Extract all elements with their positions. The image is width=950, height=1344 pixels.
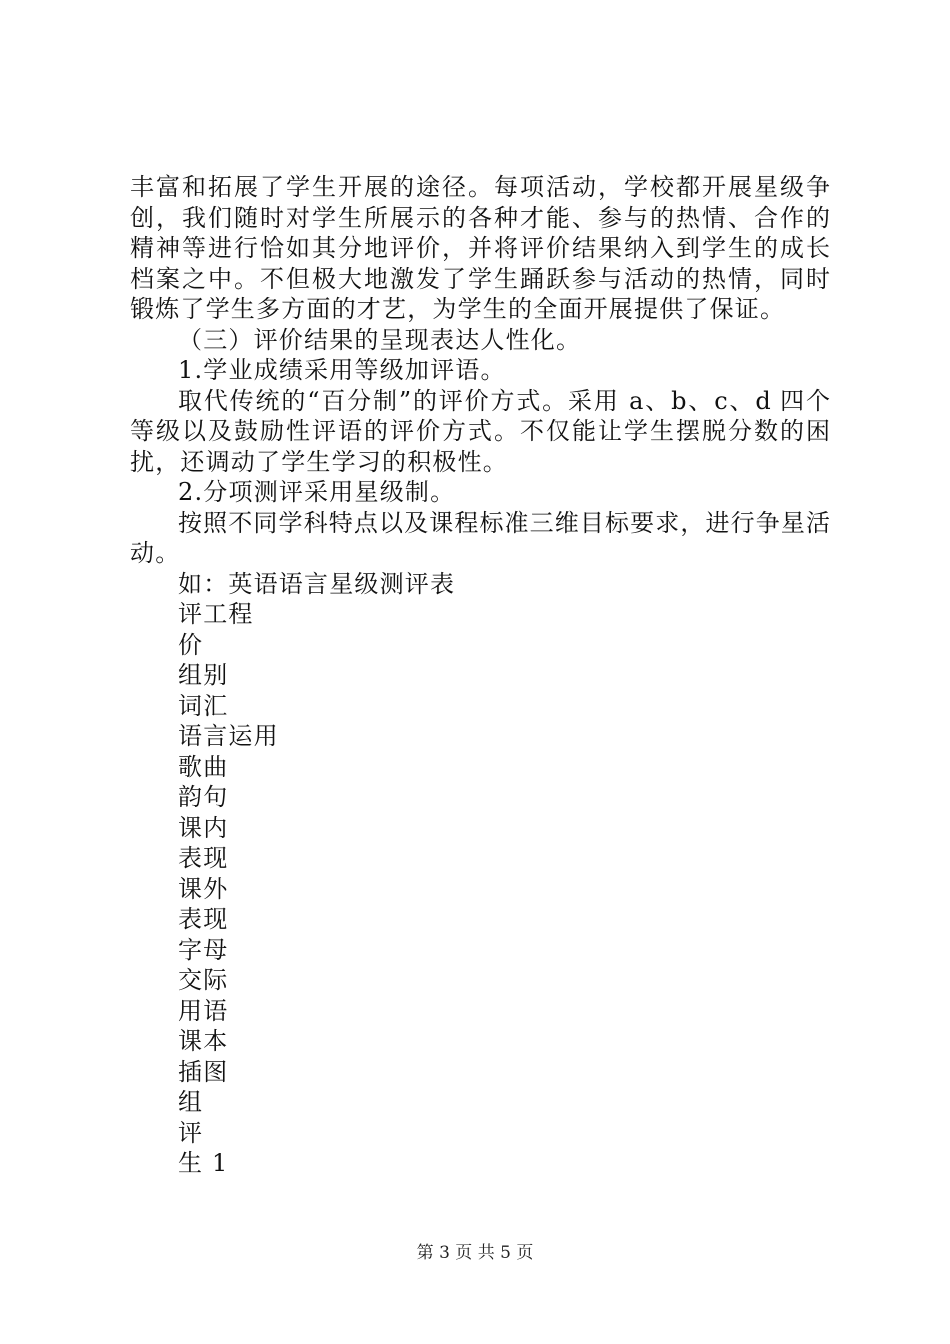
table-cell-text: 表现 [178, 905, 229, 933]
paragraph-line: 等级以及鼓励性评语的评价方式。不仅能让学生摆脱分数的困 [130, 417, 830, 445]
subheading: 1.学业成绩采用等级加评语。 [178, 356, 506, 384]
page-number: 第 3 页 共 5 页 [416, 1243, 534, 1263]
paragraph-line: 丰富和拓展了学生开展的途径。每项活动，学校都开展星级争 [130, 173, 830, 201]
paragraph-line: 按照不同学科特点以及课程标准三维目标要求，进行争星活 [178, 508, 830, 537]
table-cell-text: 语言运用 [178, 722, 279, 750]
table-cell-text: 课本 [178, 1027, 229, 1055]
table-cell-text: 评工程 [178, 600, 254, 628]
paragraph-line: 动。 [130, 539, 181, 567]
paragraph-line: 锻炼了学生多方面的才艺，为学生的全面开展提供了保证。 [130, 295, 786, 323]
page-footer [0, 1242, 950, 1264]
table-cell-text: 交际 [178, 966, 229, 994]
table-cell-text: 组 [178, 1088, 204, 1116]
table-cell-text: 课外 [178, 874, 229, 903]
table-cell-text: 组别 [178, 661, 229, 689]
subheading: 2.分项测评采用星级制。 [178, 478, 456, 506]
table-cell-text: 价 [178, 630, 204, 659]
section-heading: （三）评价结果的呈现表达人性化。 [178, 325, 582, 354]
table-cell-text: 词汇 [178, 691, 229, 720]
paragraph-line: 扰，还调动了学生学习的积极性。 [130, 447, 508, 476]
table-cell-text: 插图 [178, 1057, 229, 1086]
table-cell-text: 生 1 [178, 1149, 229, 1177]
table-cell-text: 字母 [178, 935, 229, 964]
paragraph-line: 创，我们随时对学生所展示的各种才能、参与的热情、合作的 [130, 203, 830, 232]
table-cell-text: 歌曲 [178, 752, 229, 781]
table-cell-text: 课内 [178, 813, 229, 842]
paragraph-line: 档案之中。不但极大地激发了学生踊跃参与活动的热情，同时 [130, 264, 830, 293]
table-cell-text: 表现 [178, 844, 229, 872]
paragraph-line: 精神等进行恰如其分地评价，并将评价结果纳入到学生的成长 [130, 234, 830, 262]
document-body [130, 172, 830, 1179]
table-cell-text: 评 [178, 1118, 204, 1147]
paragraph-line: 取代传统的“百分制”的评价方式。采用 a、b、c、d 四个 [178, 386, 830, 415]
table-caption: 如：英语语言星级测评表 [178, 569, 456, 598]
table-cell-text: 韵句 [178, 783, 229, 811]
table-cell-text: 用语 [178, 996, 229, 1025]
